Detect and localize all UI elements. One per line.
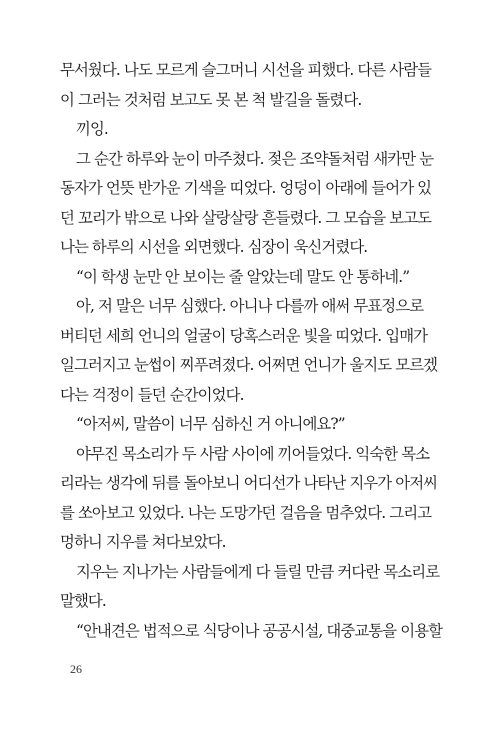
page-body	[60, 56, 452, 646]
paragraph-1: 무서웠다. 나도 모르게 슬그머니 시선을 피했다. 다른 사람들 이 그러는 것처럼 보고도 못 본 척 발길을 돌렸다.	[60, 61, 432, 109]
paragraph-7: 야무진 목소리가 두 사람 사이에 끼어들었다. 익숙한 목소 리라는 생각에 뒤를 돌아보니 어디선가 나타난 지우가 아저씨 를 쏘아보고 있었다. 나는 도망가던 걸음을 멈추었다. 그리고 멍하니 지우를 쳐다보았다.	[60, 444, 438, 551]
paragraph-3: 그 순간 하루와 눈이 마주쳤다. 젖은 조약돌처럼 새카만 눈 동자가 언뜻 반가운 기색을 띠었다. 엉덩이 아래에 들어가 있 던 꼬리가 밖으로 나와 살랑살랑 흔들렸다. 그 모습을 보고도 나는 하루의 시선을 외면했다. 심장이 욱신거렸다.	[60, 149, 434, 256]
page-number: 26	[70, 662, 82, 676]
paragraph-5: 아, 저 말은 너무 심했다. 아니나 다를까 애써 무표정으로 버티던 세희 언니의 얼굴이 당혹스러운 빛을 띠었다. 입매가 일그러지고 눈썹이 찌푸려졌다. 어쩌면 언니가 울지도 모르겠 다는 걱정이 들던 순간이었다.	[60, 297, 438, 404]
paragraph-4: “이 학생 눈만 안 보이는 줄 알았는데 말도 안 통하네.”	[76, 267, 410, 286]
paragraph-2: 끼잉.	[76, 120, 108, 138]
paragraph-8: 지우는 지나가는 사람들에게 다 들릴 만큼 커다란 목소리로 말했다.	[60, 562, 440, 610]
paragraph-9: “안내견은 법적으로 식당이나 공공시설, 대중교통을 이용할	[76, 621, 443, 640]
paragraph-6: “아저씨, 말씀이 너무 심하신 거 아니에요?”	[76, 415, 345, 433]
